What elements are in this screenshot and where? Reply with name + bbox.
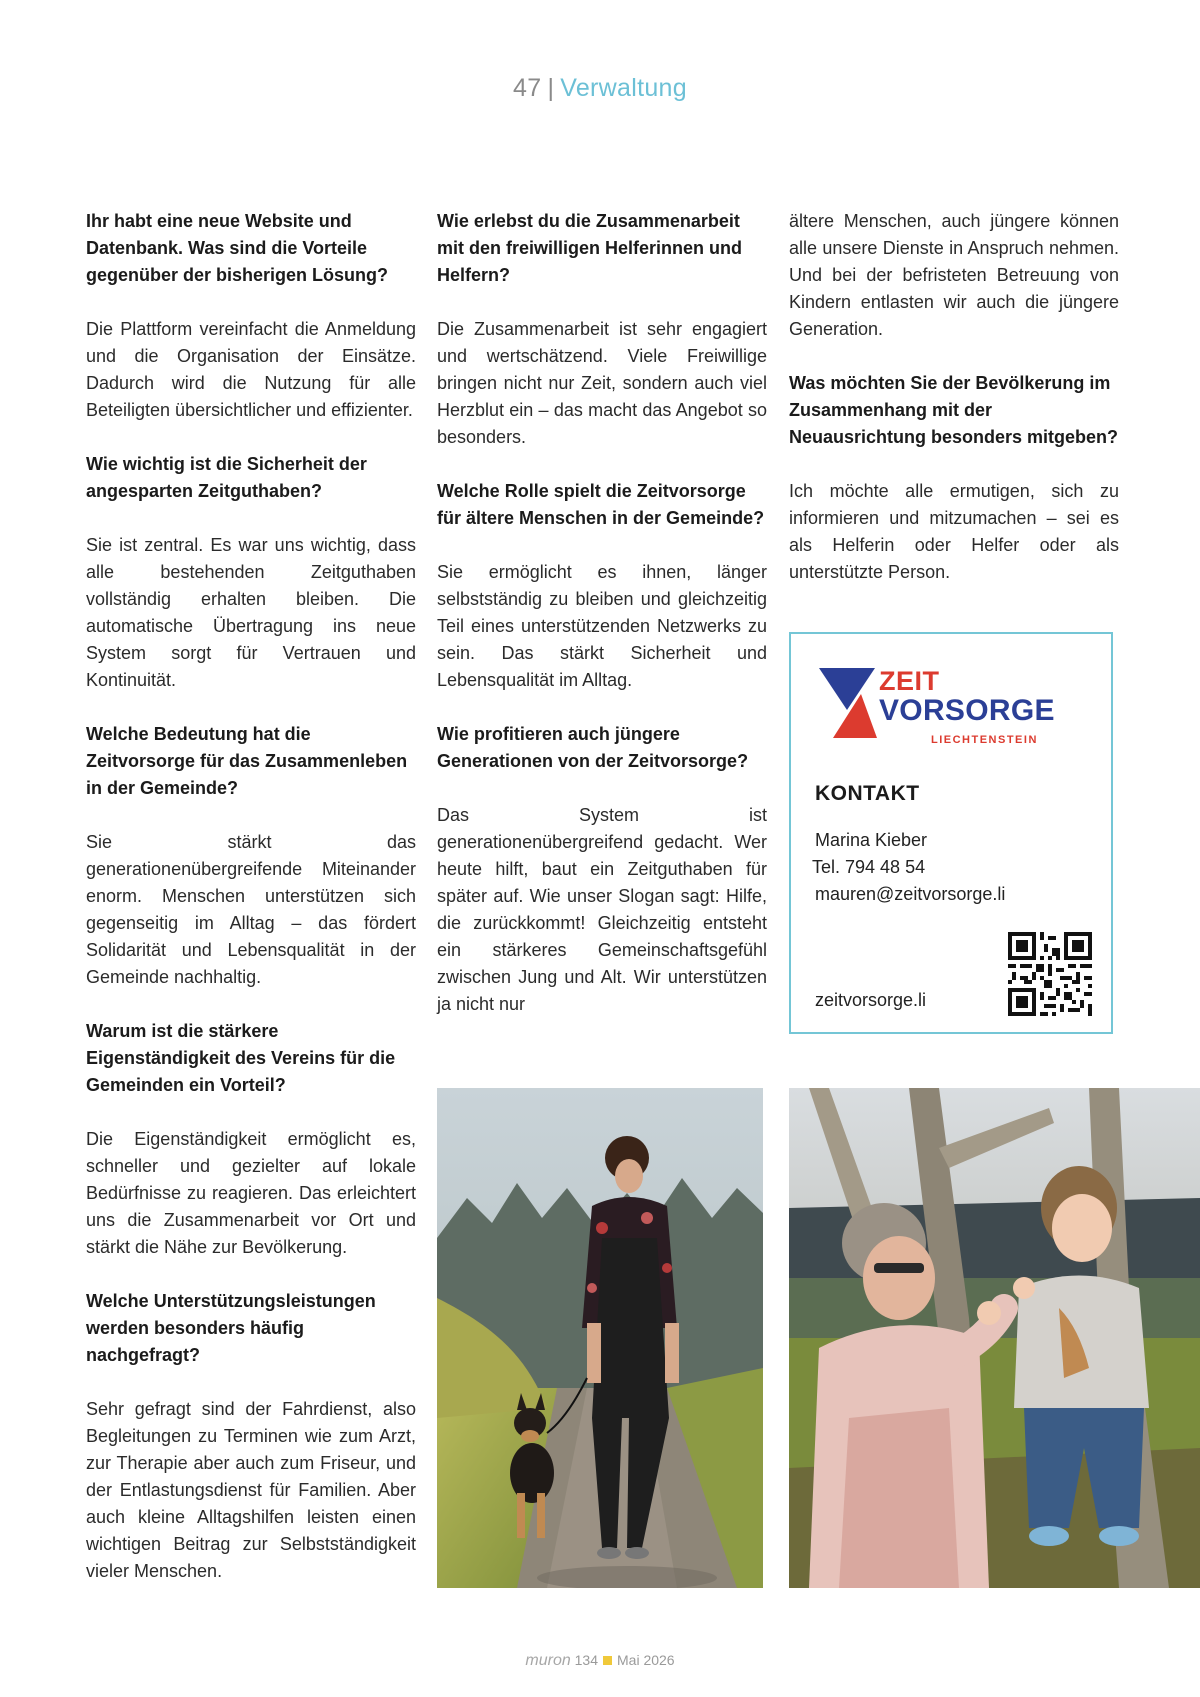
footer-square-icon xyxy=(603,1656,612,1665)
answer-paragraph: Sie ist zentral. Es war uns wichtig, dass alle bestehenden Zeitguthaben vollständig erhalten bleiben. Die automatische Übertragung ins neue System sorgt für Vertrauen und Kontinuität. xyxy=(86,535,416,690)
section-title: Verwaltung xyxy=(560,74,687,102)
answer-paragraph: Sie ermöglicht es ihnen, länger selbstständig zu bleiben und gleichzeitig Teil eines unterstützenden Netzwerks zu sein. Das stärkt Sicherheit und Lebensqualität im Alltag. xyxy=(437,562,767,690)
photo-woman-with-dog-image xyxy=(437,1088,763,1588)
answer-paragraph: ältere Menschen, auch jüngere können alle unsere Dienste in Anspruch nehmen. Und bei der befristeten Betreuung von Kindern entlasten wir auch die jüngere Generation. xyxy=(789,211,1119,339)
magazine-brand: muron xyxy=(525,1652,571,1669)
page-header xyxy=(0,74,1200,103)
logo-triangles-icon xyxy=(817,664,887,744)
question-heading: Welche Rolle spielt die Zeitvorsorge für ältere Menschen in der Gemeinde? xyxy=(437,481,765,528)
text-column-1 xyxy=(86,208,416,1612)
answer-paragraph: Die Zusammenarbeit ist sehr engagiert und wertschätzend. Viele Freiwillige bringen nicht nur Zeit, sondern auch viel Herzblut ein – das macht das Angebot so besonders. xyxy=(437,319,767,447)
logo-text-zeit: ZEIT xyxy=(879,666,940,696)
question-heading: Welche Bedeutung hat die Zeitvorsorge für das Zusammenleben in der Gemeinde? xyxy=(86,724,408,798)
text-column-3 xyxy=(789,208,1119,613)
contact-name: Marina Kieber xyxy=(815,830,928,850)
answer-paragraph: Das System ist generationenübergreifend gedacht. Wer heute hilft, baut ein Zeitguthaben für später auf. Wie unser Slogan sagt: Hilfe, die zurückkommt! Gleichzeitig entsteht ein stärkeres Gemeinschaftsgefühl zwischen Jung und Alt. Wir unterstützen ja nicht nur xyxy=(437,805,767,1014)
question-heading: Ihr habt eine neue Website und Datenbank. Was sind die Vorteile gegenüber der bisherigen Lösung? xyxy=(86,211,389,285)
question-heading: Warum ist die stärkere Eigenständigkeit des Vereins für die Gemeinden ein Vorteil? xyxy=(86,1021,396,1095)
qr-code-icon[interactable] xyxy=(1008,932,1092,1016)
answer-paragraph: Ich möchte alle ermutigen, sich zu informieren und mitzumachen – sei es als Helferin oder Helfer oder als unterstützte Person. xyxy=(789,481,1119,582)
answer-paragraph: Sehr gefragt sind der Fahrdienst, also Begleitungen zu Terminen wie zum Arzt, zur Therapie aber auch zum Friseur, und der Entlastungsdienst für Familien. Aber auch kleine Alltagshilfen leisten einen wichtigen Beitrag zur Selbstständigkeit vieler Menschen. xyxy=(86,1399,416,1581)
answer-paragraph: Sie stärkt das generationenübergreifende Miteinander enorm. Menschen unterstützen sich gegenseitig im Alltag – das fördert Solidarität und Lebensqualität in der Gemeinde nachhaltig. xyxy=(86,832,416,987)
question-heading: Wie wichtig ist die Sicherheit der angesparten Zeitguthaben? xyxy=(86,454,367,501)
text-column-2 xyxy=(437,208,767,1045)
question-heading: Was möchten Sie der Bevölkerung im Zusammenhang mit der Neuausrichtung besonders mitgeben? xyxy=(789,373,1119,447)
photo-woman-with-dog xyxy=(437,1088,763,1588)
issue-number: 134 xyxy=(574,1652,598,1668)
logo-text-vorsorge: VORSORGE xyxy=(879,694,1055,727)
page-footer xyxy=(0,1652,1200,1670)
issue-date: Mai 2026 xyxy=(617,1652,675,1668)
zeitvorsorge-logo xyxy=(817,664,1057,744)
question-heading: Wie erlebst du die Zusammenarbeit mit den freiwilligen Helferinnen und Helfern? xyxy=(437,211,743,285)
contact-phone[interactable]: Tel. 794 48 54 xyxy=(812,857,926,877)
question-heading: Welche Unterstützungsleistungen werden besonders häufig nachgefragt? xyxy=(86,1291,376,1365)
logo-text-liechtenstein: LIECHTENSTEIN xyxy=(931,734,1038,746)
page-number: 47 xyxy=(513,74,542,102)
contact-website[interactable]: zeitvorsorge.li xyxy=(815,990,927,1010)
answer-paragraph: Die Plattform vereinfacht die Anmeldung und die Organisation der Einsätze. Dadurch wird die Nutzung für alle Beteiligten übersichtlicher und effizienter. xyxy=(86,319,416,420)
contact-email[interactable]: mauren@zeitvorsorge.li xyxy=(815,884,1006,904)
contact-title: KONTAKT xyxy=(815,782,920,805)
photo-grandmother-with-child xyxy=(789,1088,1200,1588)
contact-box xyxy=(789,632,1113,1034)
photo-grandmother-with-child-image xyxy=(789,1088,1200,1588)
answer-paragraph: Die Eigenständigkeit ermöglicht es, schneller und gezielter auf lokale Bedürfnisse zu reagieren. Das erleichtert uns die Zusammenarbeit vor Ort und stärkt die Nähe zur Bevölkerung. xyxy=(86,1129,416,1257)
question-heading: Wie profitieren auch jüngere Generationen von der Zeitvorsorge? xyxy=(437,724,749,771)
header-separator: | xyxy=(547,74,555,102)
